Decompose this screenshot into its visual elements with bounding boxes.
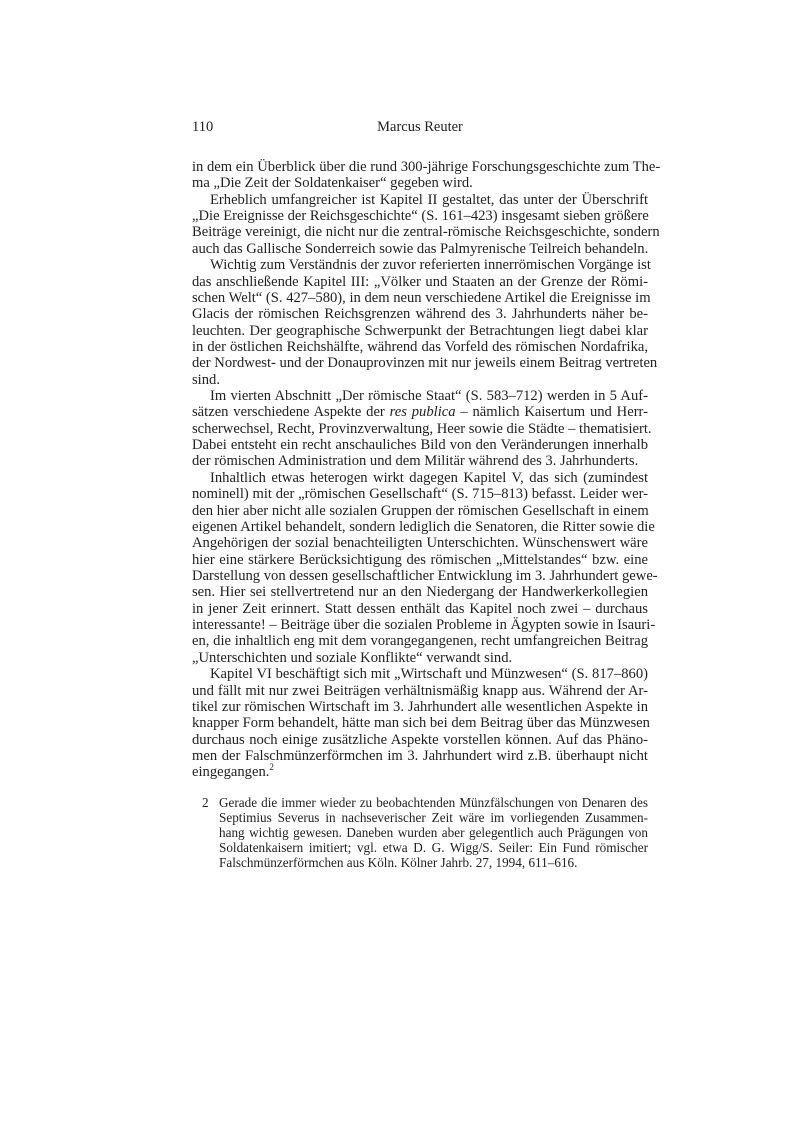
paragraph <box>192 191 660 257</box>
line-content <box>192 764 274 780</box>
text-line: auch das Gallische Sonderreich sowie das Palmyrenische Teilreich behandeln. <box>192 240 649 257</box>
footnote-line: hang wichtig gewesen. Daneben wurden aber gelegentlich auch Prägungen von <box>219 825 648 840</box>
footnote-line: Falschmünzerförmchen aus Köln. Kölner Jahrb. 27, 1994, 611–616. <box>219 855 578 870</box>
text-line: Kapitel VI beschäftigt sich mit „Wirtschaft und Münzwesen“ (S. 817–860) <box>210 666 648 683</box>
italic-term: res publica <box>389 404 456 421</box>
text-line: und fällt mit nur zwei Beiträgen verhältnismäßig knapp aus. Während der Ar- <box>192 682 648 699</box>
text-line: in dem ein Überblick über die rund 300-jährige Forschungsgeschichte zum The- <box>192 159 661 175</box>
text-line: scherwechsel, Recht, Provinzverwaltung, Heer sowie die Städte – thematisiert. <box>192 420 652 437</box>
text-line: Darstellung von dessen gesellschaftlicher Entwicklung im 3. Jahrhundert gewe- <box>192 567 658 584</box>
text-line: sind. <box>192 371 220 388</box>
footnote-line: Septimius Severus in nachseverischer Zeit wäre im vorliegenden Zusammen- <box>219 810 648 825</box>
text-line: Angehörigen der sozial benachteiligten Unterschichten. Wünschenswert wäre <box>192 535 648 552</box>
footnote-number: 2 <box>202 795 209 810</box>
text-line: Wichtig zum Verständnis der zuvor referierten innerrömischen Vorgänge ist <box>210 257 651 274</box>
text-segment: – nämlich Kaisertum und Herr- <box>455 404 648 421</box>
text-line <box>192 404 648 420</box>
text-line: Erheblich umfangreicher ist Kapitel II gestaltet, das unter der Überschrift <box>210 191 648 208</box>
text-line: nominell) mit der „römischen Gesellschaft“ (S. 715–813) befasst. Leider wer- <box>192 486 648 503</box>
text-line: en, die inhaltlich eng mit dem vorangegangenen, recht umfangreichen Beitrag <box>192 633 648 650</box>
text-line: leuchten. Der geographische Schwerpunkt der Betrachtungen liegt dabei klar <box>192 322 648 339</box>
text-line: den hier aber nicht alle sozialen Gruppen der römischen Gesellschaft in einem <box>192 502 649 519</box>
text-line: durchaus noch einige zusätzliche Aspekte vorstellen können. Auf das Phäno- <box>192 731 648 748</box>
footnote-line: Gerade die immer wieder zu beobachtenden Münzfälschungen von Denaren des <box>219 795 648 810</box>
paragraph <box>192 257 658 388</box>
paragraph <box>192 159 661 192</box>
text-line: Beiträge vereinigt, die nicht nur die zentral-römische Reichsgeschichte, sondern <box>192 224 660 241</box>
text-line: interessante! – Beiträge über die sozialen Probleme in Ägypten sowie in Isauri- <box>192 617 656 634</box>
text-line: tikel zur römischen Wirtschaft im 3. Jahrhundert alle wesentlichen Aspekte in <box>192 698 648 715</box>
text-segment: eingegangen. <box>192 764 270 781</box>
text-line: men der Falschmünzerförmchen im 3. Jahrhundert wird z.B. überhaupt nicht <box>192 747 648 764</box>
text-line: sen. Hier sei stellvertretend nur an den Niedergang der Handwerkerkollegien <box>192 584 648 601</box>
text-line: der Nordwest- und der Donauprovinzen mit nur jeweils einem Beitrag vertreten <box>192 355 658 372</box>
text-line: ma „Die Zeit der Soldatenkaiser“ gegeben wird. <box>192 175 473 192</box>
text-line: eigenen Artikel behandelt, sondern lediglich die Senatoren, die Ritter sowie die <box>192 518 655 535</box>
text-line: Inhaltlich etwas heterogen wirkt dagegen Kapitel V, das sich (zumindest <box>210 469 648 486</box>
text-line: in jener Zeit erinnert. Statt dessen enthält das Kapitel noch zwei – durchaus <box>192 600 648 617</box>
text-line: hier eine stärkere Berücksichtigung des römischen „Mittelstandes“ bzw. eine <box>192 551 648 568</box>
text-line: Im vierten Abschnitt „Der römische Staat“ (S. 583–712) werden in 5 Auf- <box>210 388 648 405</box>
text-line <box>192 764 648 780</box>
text-line: „Die Ereignisse der Reichsgeschichte“ (S. 161–423) insgesamt sieben größere <box>192 208 649 225</box>
text-line: „Unterschichten und soziale Konflikte“ verwandt sind. <box>192 649 513 666</box>
text-segment: sätzen verschiedene Aspekte der <box>192 404 390 421</box>
line-content <box>192 404 648 420</box>
text-line: in der östlichen Reichshälfte, während das Vorfeld des römischen Nordafrika, <box>192 338 648 355</box>
footnote-text <box>219 795 648 870</box>
text-line: schen Welt“ (S. 427–580), in dem neun verschiedene Artikel die Ereignisse im <box>192 289 651 306</box>
footnote-line: Soldatenkaisern imitiert; vgl. etwa D. G. Wigg/S. Seiler: Ein Fund römischer <box>219 840 648 855</box>
paragraph <box>192 666 648 781</box>
running-head: Marcus Reuter <box>377 119 463 135</box>
text-line: Glacis der römischen Reichsgrenzen während des 3. Jahrhunderts näher be- <box>192 306 648 323</box>
footnote-reference: 2 <box>269 762 274 773</box>
paragraph <box>192 388 652 470</box>
paragraph <box>192 469 658 666</box>
text-line: der römischen Administration und dem Militär während des 3. Jahrhunderts. <box>192 453 639 470</box>
main-text <box>192 159 661 781</box>
text-line: knapper Form behandelt, hätte man sich bei dem Beitrag über das Münzwesen <box>192 715 650 732</box>
text-line: Dabei entsteht ein recht anschauliches Bild von den Veränderungen innerhalb <box>192 437 648 454</box>
text-line: das anschließende Kapitel III: „Völker und Staaten an der Grenze der Römi- <box>192 273 648 290</box>
page-number: 110 <box>192 119 214 135</box>
